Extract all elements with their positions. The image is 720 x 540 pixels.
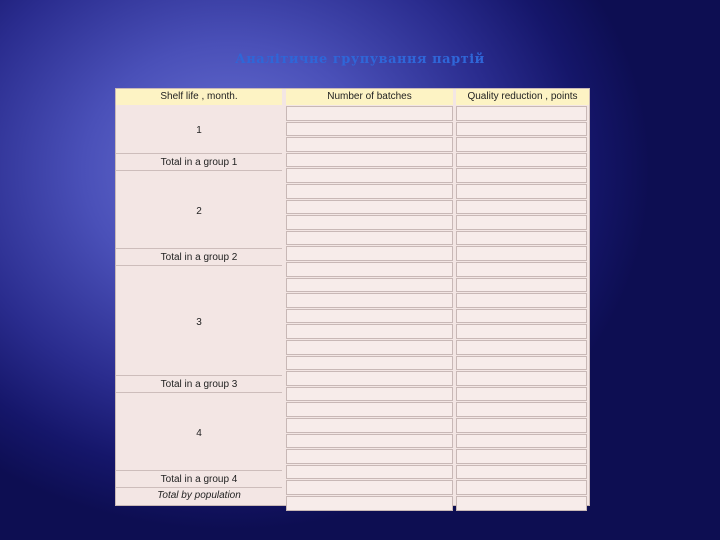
group-label-2: 2: [196, 206, 202, 217]
table-cell: [456, 340, 587, 355]
table-cell: [286, 262, 453, 277]
table-cell: [456, 246, 587, 261]
group-label-3: 3: [196, 317, 202, 328]
table-cell: [456, 449, 587, 464]
row-separator: [116, 170, 282, 171]
group-total-4: Total in a group 4: [160, 474, 238, 485]
table-cell: [456, 434, 587, 449]
table-cell: [456, 465, 587, 480]
table-cell: [286, 387, 453, 402]
row-separator: [116, 487, 282, 488]
table-cell: [456, 402, 587, 417]
table-cell: [286, 402, 453, 417]
table-cell: [286, 106, 453, 121]
header-shelf-life: Shelf life , month.: [116, 89, 282, 105]
table-cell: [456, 356, 587, 371]
table-cell: [456, 137, 587, 152]
table-cell: [286, 309, 453, 324]
table-cell: [286, 278, 453, 293]
table-cell: [286, 480, 453, 495]
table-cell: [456, 231, 587, 246]
table-cell: [456, 418, 587, 433]
table-cell: [286, 184, 453, 199]
header-quality-reduction: Quality reduction , points: [456, 89, 589, 105]
row-separator: [116, 392, 282, 393]
row-separator: [116, 265, 282, 266]
table-cell: [456, 387, 587, 402]
table-cell: [286, 496, 453, 511]
row-separator: [116, 375, 282, 376]
group-total-3: Total in a group 3: [160, 379, 238, 390]
table-cell: [456, 480, 587, 495]
header-number-of-batches: Number of batches: [286, 89, 453, 105]
table-cell: [286, 418, 453, 433]
table-cell: [286, 293, 453, 308]
table-cell: [286, 153, 453, 168]
table-cell: [456, 324, 587, 339]
data-table: [115, 88, 590, 506]
table-cell: [286, 324, 453, 339]
table-cell: [456, 309, 587, 324]
table-cell: [456, 278, 587, 293]
table-cell: [456, 262, 587, 277]
group-total-1: Total in a group 1: [160, 157, 238, 168]
table-cell: [456, 496, 587, 511]
table-cell: [286, 231, 453, 246]
table-cell: [456, 184, 587, 199]
table-cell: [286, 215, 453, 230]
row-separator: [116, 153, 282, 154]
table-cell: [286, 246, 453, 261]
table-cell: [456, 153, 587, 168]
table-cell: [456, 293, 587, 308]
table-cell: [456, 371, 587, 386]
table-cell: [456, 215, 587, 230]
table-cell: [286, 465, 453, 480]
table-cell: [456, 168, 587, 183]
grand-total-label: Total by population: [157, 490, 241, 501]
table-cell: [456, 106, 587, 121]
table-cell: [286, 200, 453, 215]
table-cell: [456, 200, 587, 215]
slide-title: Аналітичне групування партій: [235, 52, 485, 67]
group-label-1: 1: [196, 125, 202, 136]
row-separator: [116, 470, 282, 471]
table-cell: [286, 122, 453, 137]
table-cell: [286, 449, 453, 464]
group-total-2: Total in a group 2: [160, 252, 238, 263]
table-cell: [286, 340, 453, 355]
row-separator: [116, 248, 282, 249]
table-cell: [456, 122, 587, 137]
table-cell: [286, 168, 453, 183]
table-cell: [286, 371, 453, 386]
table-cell: [286, 434, 453, 449]
group-label-4: 4: [196, 428, 202, 439]
table-cell: [286, 137, 453, 152]
table-cell: [286, 356, 453, 371]
